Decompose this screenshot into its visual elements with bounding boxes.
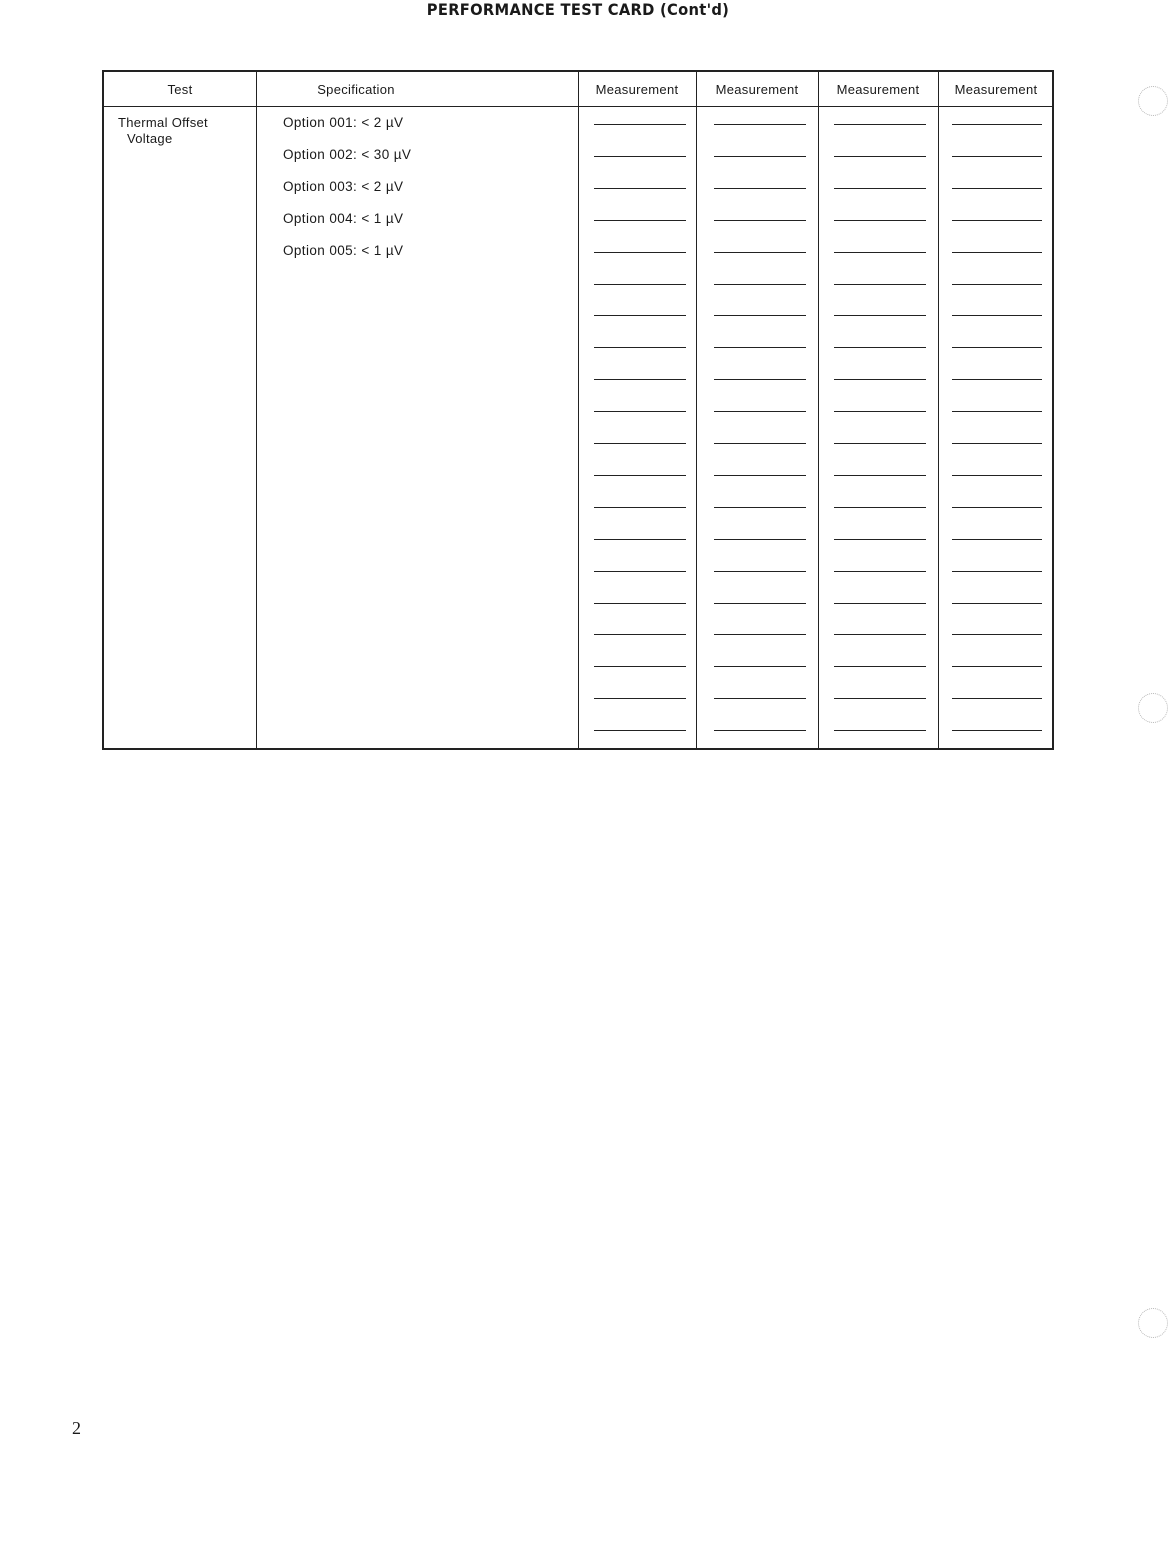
spec-option-001: Option 001: < 2 µV bbox=[283, 115, 404, 130]
measurement-blank-line[interactable] bbox=[594, 156, 686, 157]
measurement-blank-line[interactable] bbox=[952, 603, 1042, 604]
measurement-blank-line[interactable] bbox=[834, 603, 926, 604]
measurement-blank-line[interactable] bbox=[952, 284, 1042, 285]
measurement-blank-line[interactable] bbox=[714, 634, 806, 635]
punch-hole bbox=[1138, 1308, 1168, 1338]
measurement-blank-line[interactable] bbox=[834, 220, 926, 221]
measurement-blank-line[interactable] bbox=[834, 411, 926, 412]
measurement-blank-line[interactable] bbox=[594, 347, 686, 348]
measurement-blank-line[interactable] bbox=[714, 698, 806, 699]
measurement-blank-line[interactable] bbox=[714, 315, 806, 316]
measurement-blank-line[interactable] bbox=[952, 539, 1042, 540]
measurement-blank-line[interactable] bbox=[952, 315, 1042, 316]
measurement-blank-line[interactable] bbox=[594, 666, 686, 667]
measurement-blank-line[interactable] bbox=[952, 443, 1042, 444]
measurement-blank-line[interactable] bbox=[714, 411, 806, 412]
measurement-blank-line[interactable] bbox=[952, 475, 1042, 476]
test-name-line-2: Voltage bbox=[127, 131, 173, 146]
measurement-blank-line[interactable] bbox=[594, 284, 686, 285]
header-measurement-1: Measurement bbox=[595, 82, 679, 97]
measurement-blank-line[interactable] bbox=[594, 539, 686, 540]
measurement-blank-line[interactable] bbox=[714, 220, 806, 221]
measurement-blank-line[interactable] bbox=[594, 475, 686, 476]
header-test: Test bbox=[167, 82, 193, 97]
measurement-blank-line[interactable] bbox=[594, 634, 686, 635]
punch-hole bbox=[1138, 86, 1168, 116]
measurement-blank-line[interactable] bbox=[834, 539, 926, 540]
measurement-blank-line[interactable] bbox=[952, 156, 1042, 157]
column-divider bbox=[696, 72, 697, 748]
measurement-blank-line[interactable] bbox=[834, 730, 926, 731]
spec-option-004: Option 004: < 1 µV bbox=[283, 211, 404, 226]
measurement-blank-line[interactable] bbox=[714, 379, 806, 380]
measurement-blank-line[interactable] bbox=[834, 284, 926, 285]
measurement-blank-line[interactable] bbox=[834, 666, 926, 667]
measurement-blank-line[interactable] bbox=[594, 730, 686, 731]
measurement-blank-line[interactable] bbox=[952, 252, 1042, 253]
measurement-blank-line[interactable] bbox=[594, 124, 686, 125]
measurement-blank-line[interactable] bbox=[594, 220, 686, 221]
header-specification: Specification bbox=[317, 82, 395, 97]
measurement-blank-line[interactable] bbox=[952, 347, 1042, 348]
performance-test-table bbox=[102, 70, 1054, 750]
measurement-blank-line[interactable] bbox=[834, 188, 926, 189]
column-divider bbox=[938, 72, 939, 748]
measurement-blank-line[interactable] bbox=[714, 443, 806, 444]
measurement-blank-line[interactable] bbox=[714, 603, 806, 604]
measurement-blank-line[interactable] bbox=[952, 698, 1042, 699]
measurement-blank-line[interactable] bbox=[714, 188, 806, 189]
measurement-blank-line[interactable] bbox=[594, 411, 686, 412]
measurement-blank-line[interactable] bbox=[714, 475, 806, 476]
measurement-blank-line[interactable] bbox=[594, 571, 686, 572]
measurement-blank-line[interactable] bbox=[594, 315, 686, 316]
measurement-blank-line[interactable] bbox=[594, 698, 686, 699]
measurement-blank-line[interactable] bbox=[594, 507, 686, 508]
measurement-blank-line[interactable] bbox=[594, 379, 686, 380]
column-divider bbox=[578, 72, 579, 748]
measurement-blank-line[interactable] bbox=[834, 379, 926, 380]
page-number: 2 bbox=[72, 1418, 81, 1438]
measurement-blank-line[interactable] bbox=[952, 411, 1042, 412]
measurement-blank-line[interactable] bbox=[952, 188, 1042, 189]
test-name bbox=[118, 115, 208, 147]
header-measurement-4: Measurement bbox=[954, 82, 1038, 97]
measurement-blank-line[interactable] bbox=[714, 156, 806, 157]
measurement-blank-line[interactable] bbox=[714, 252, 806, 253]
page-title: PERFORMANCE TEST CARD (Cont'd) bbox=[426, 0, 730, 19]
measurement-blank-line[interactable] bbox=[952, 379, 1042, 380]
measurement-blank-line[interactable] bbox=[952, 571, 1042, 572]
measurement-blank-line[interactable] bbox=[952, 124, 1042, 125]
punch-hole bbox=[1138, 693, 1168, 723]
measurement-blank-line[interactable] bbox=[834, 443, 926, 444]
measurement-blank-line[interactable] bbox=[594, 188, 686, 189]
measurement-blank-line[interactable] bbox=[952, 730, 1042, 731]
measurement-blank-line[interactable] bbox=[834, 156, 926, 157]
measurement-blank-line[interactable] bbox=[834, 347, 926, 348]
measurement-blank-line[interactable] bbox=[714, 666, 806, 667]
measurement-blank-line[interactable] bbox=[714, 284, 806, 285]
measurement-blank-line[interactable] bbox=[834, 475, 926, 476]
measurement-blank-line[interactable] bbox=[714, 347, 806, 348]
measurement-blank-line[interactable] bbox=[952, 666, 1042, 667]
measurement-blank-line[interactable] bbox=[834, 571, 926, 572]
measurement-blank-line[interactable] bbox=[714, 571, 806, 572]
spec-option-002: Option 002: < 30 µV bbox=[283, 147, 412, 162]
measurement-blank-line[interactable] bbox=[952, 507, 1042, 508]
measurement-blank-line[interactable] bbox=[834, 698, 926, 699]
measurement-blank-line[interactable] bbox=[714, 507, 806, 508]
measurement-blank-line[interactable] bbox=[834, 634, 926, 635]
measurement-blank-line[interactable] bbox=[834, 315, 926, 316]
measurement-blank-line[interactable] bbox=[952, 220, 1042, 221]
header-measurement-3: Measurement bbox=[836, 82, 920, 97]
column-divider bbox=[818, 72, 819, 748]
test-name-line-1: Thermal Offset bbox=[118, 115, 208, 130]
measurement-blank-line[interactable] bbox=[714, 730, 806, 731]
measurement-blank-line[interactable] bbox=[594, 252, 686, 253]
measurement-blank-line[interactable] bbox=[834, 507, 926, 508]
measurement-blank-line[interactable] bbox=[714, 124, 806, 125]
measurement-blank-line[interactable] bbox=[594, 603, 686, 604]
column-divider bbox=[256, 72, 257, 748]
header-measurement-2: Measurement bbox=[715, 82, 799, 97]
measurement-blank-line[interactable] bbox=[834, 252, 926, 253]
measurement-blank-line[interactable] bbox=[594, 443, 686, 444]
measurement-blank-line[interactable] bbox=[952, 634, 1042, 635]
spec-option-005: Option 005: < 1 µV bbox=[283, 243, 404, 258]
measurement-blank-line[interactable] bbox=[834, 124, 926, 125]
spec-option-003: Option 003: < 2 µV bbox=[283, 179, 404, 194]
measurement-blank-line[interactable] bbox=[714, 539, 806, 540]
